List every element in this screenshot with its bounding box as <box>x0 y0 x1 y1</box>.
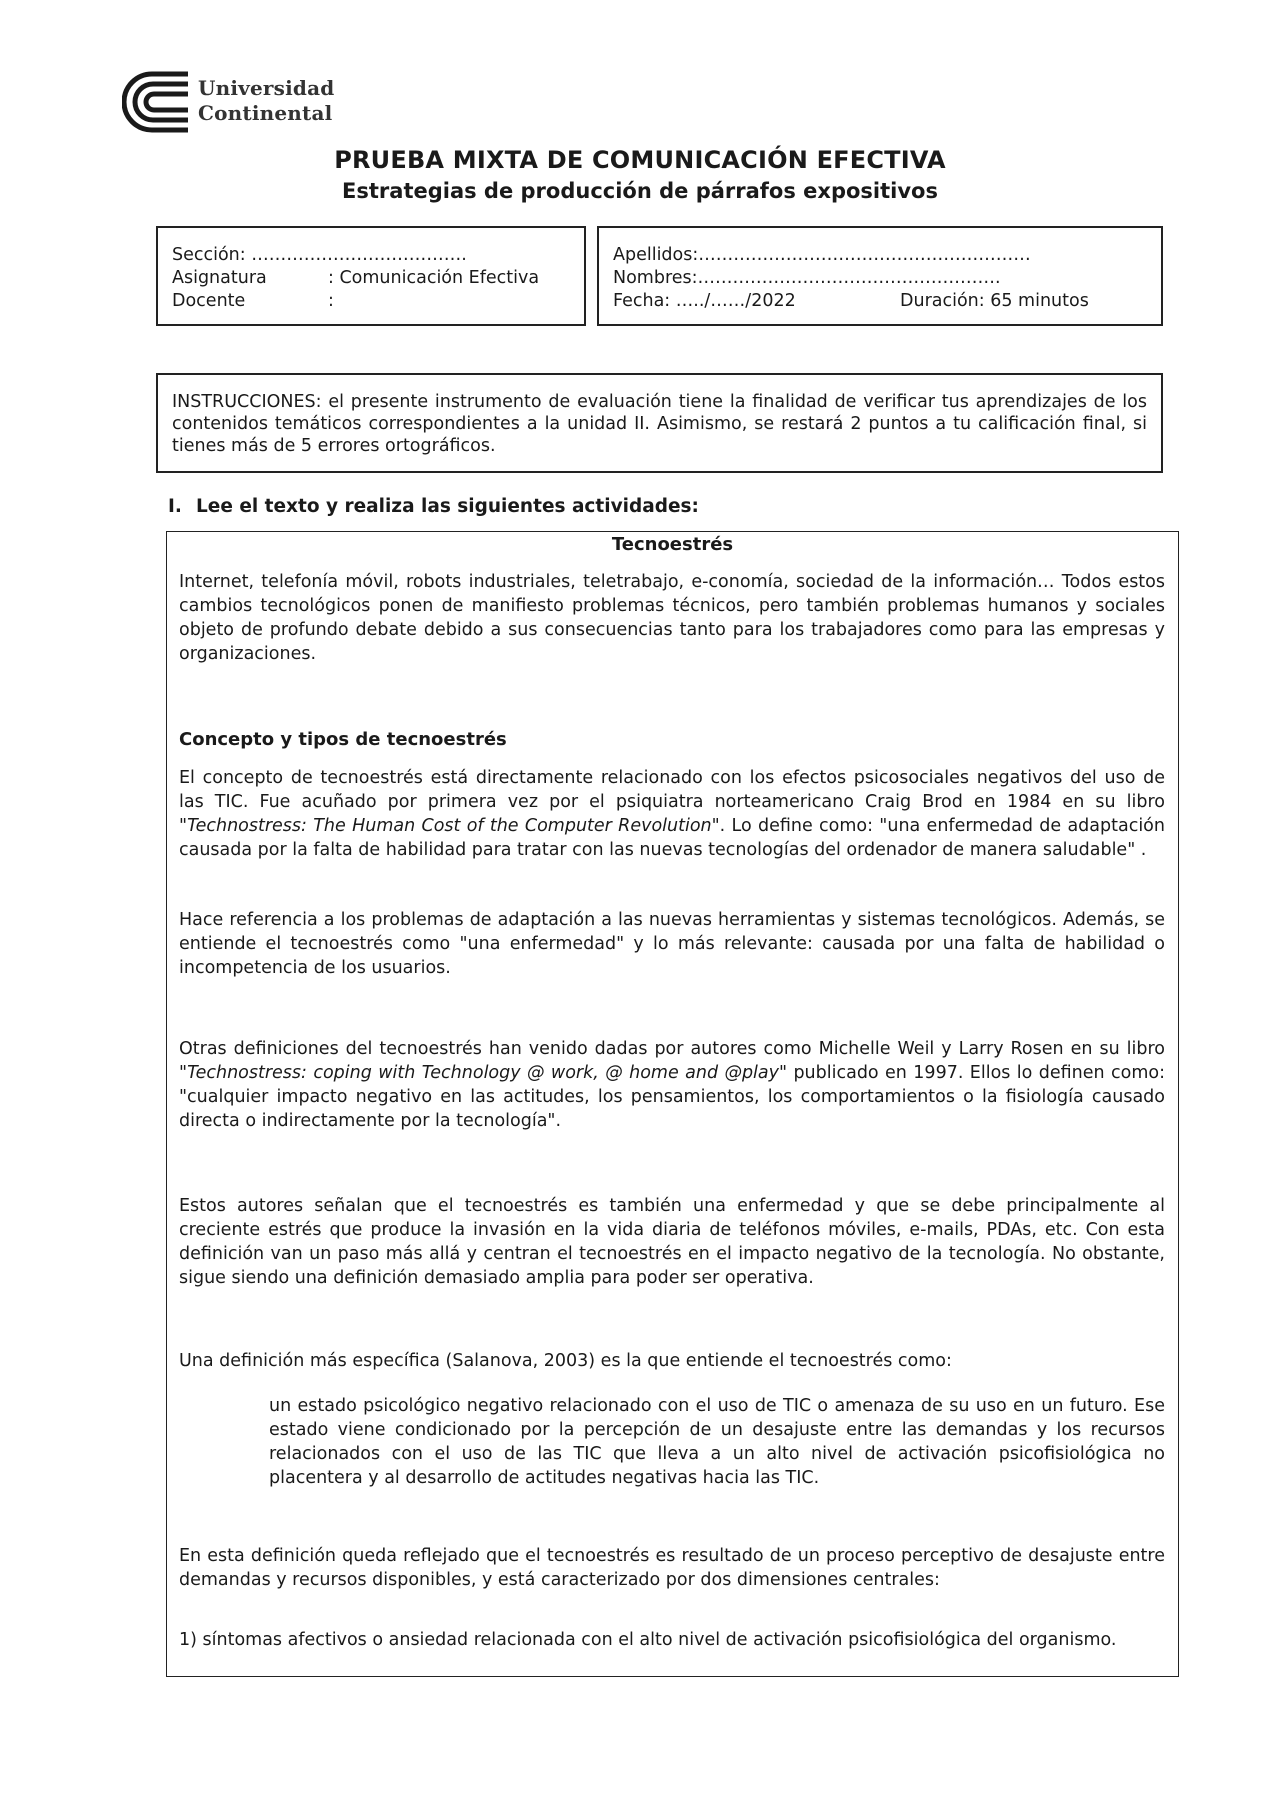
university-logo-icon <box>122 70 192 134</box>
reading-text-box <box>166 531 1179 1677</box>
student-info-box <box>597 226 1163 326</box>
duration-field: Duración: 65 minutos <box>900 291 1089 311</box>
paragraph: 1) síntomas afectivos o ansiedad relacionada con el alto nivel de activación psicofisiológica del organismo. <box>179 1630 1117 1650</box>
subheading: Concepto y tipos de tecnoestrés <box>179 729 507 750</box>
reading-title: Tecnoestrés <box>611 534 734 555</box>
page-subtitle: Estrategias de producción de párrafos expositivos <box>342 179 938 203</box>
paragraph: Una definición más específica (Salanova, 2003) es la que entiende el tecnoestrés como: <box>179 1351 952 1371</box>
paragraph <box>179 1037 1165 1133</box>
surnames-field: Apellidos:………………………………………………… <box>613 245 1031 265</box>
instructions-box: INSTRUCCIONES: el presente instrumento de evaluación tiene la finalidad de verificar tus aprendizajes de los contenidos temáticos correspondientes a la unidad II. Asimismo, se restará 2 puntos a tu calificación final, si tienes más de 5 errores ortográficos. <box>156 373 1163 473</box>
logo-text-line2: Continental <box>198 101 333 125</box>
book-title: Technostress: coping with Technology @ work, @ home and @play <box>187 1063 779 1083</box>
teacher-label: Docente <box>172 291 246 311</box>
names-field: Nombres:……………………………………………. <box>613 268 1001 288</box>
section-number: I. <box>168 496 182 517</box>
book-title: Technostress: The Human Cost of the Computer Revolution <box>187 816 712 836</box>
paragraph: Internet, telefonía móvil, robots industriales, teletrabajo, e-conomía, sociedad de la información… Todos estos cambios tecnológicos ponen de manifiesto problemas técnicos, pero también problemas humanos y sociales objeto de profundo debate debido a sus consecuencias tanto para los trabajadores como para las empresas y organizaciones. <box>179 572 1165 664</box>
paragraph-text: ". Lo define como: "una enfermedad de adaptación causada por la falta de habilidad para tratar con las nuevas tecnologías del ordenador de manera saludable" . <box>179 816 1165 860</box>
course-info-box <box>156 226 586 326</box>
subject-row <box>172 267 570 290</box>
subject-value: : Comunicación Efectiva <box>328 268 540 288</box>
paragraph <box>179 766 1165 862</box>
section-field: Sección: ………………………………. <box>172 245 467 265</box>
teacher-row <box>172 290 570 313</box>
paragraph: Estos autores señalan que el tecnoestrés es también una enfermedad y que se debe principalmente al creciente estrés que produce la invasión en la vida diaria de teléfonos móviles, e-mails, PDAs, etc. Con esta definición van un paso más allá y centran el tecnoestrés en el impacto negativo de la tecnología. No obstante, sigue siendo una definición demasiado amplia para poder ser operativa. <box>179 1196 1165 1288</box>
date-row <box>613 290 1147 313</box>
subject-label: Asignatura <box>172 268 267 288</box>
paragraph: Hace referencia a los problemas de adaptación a las nuevas herramientas y sistemas tecnológicos. Además, se entiende el tecnoestrés como "una enfermedad" y lo más relevante: causada por una falta de habilidad o incompetencia de los usuarios. <box>179 910 1165 978</box>
paragraph: En esta definición queda reflejado que el tecnoestrés es resultado de un proceso perceptivo de desajuste entre demandas y recursos disponibles, y está caracterizado por dos dimensiones centrales: <box>179 1546 1165 1590</box>
university-logo <box>122 70 352 136</box>
section-heading <box>168 496 699 517</box>
block-quote: un estado psicológico negativo relacionado con el uso de TIC o amenaza de su uso en un futuro. Ese estado viene condicionado por la percepción de un desajuste entre las demandas y los recursos relacionados con el uso de las TIC que lleva a un alto nivel de activación psicofisiológica no placentera y al desarrollo de actitudes negativas hacia las TIC. <box>269 1396 1165 1488</box>
paragraph-text: Otras definiciones del tecnoestrés han venido dadas por autores como Michelle Weil y Larry Rosen en su libro " <box>179 1039 1165 1083</box>
paragraph-text: " publicado en 1997. Ellos lo definen como: "cualquier impacto negativo en las actitudes, los pensamientos, los comportamientos o la fisiología causado directa o indirectamente por la tecnología". <box>179 1063 1165 1131</box>
section-heading-text: Lee el texto y realiza las siguientes actividades: <box>196 496 699 517</box>
date-field: Fecha: …../……/2022 <box>613 291 796 311</box>
paragraph-text: El concepto de tecnoestrés está directamente relacionado con los efectos psicosociales negativos del uso de las TIC. Fue acuñado por primera vez por el psiquiatra norteamericano Craig Brod en 1984 en su libro " <box>179 768 1165 836</box>
teacher-value: : <box>328 291 334 311</box>
page-title: PRUEBA MIXTA DE COMUNICACIÓN EFECTIVA <box>334 146 946 174</box>
logo-text-line1: Universidad <box>198 76 335 100</box>
